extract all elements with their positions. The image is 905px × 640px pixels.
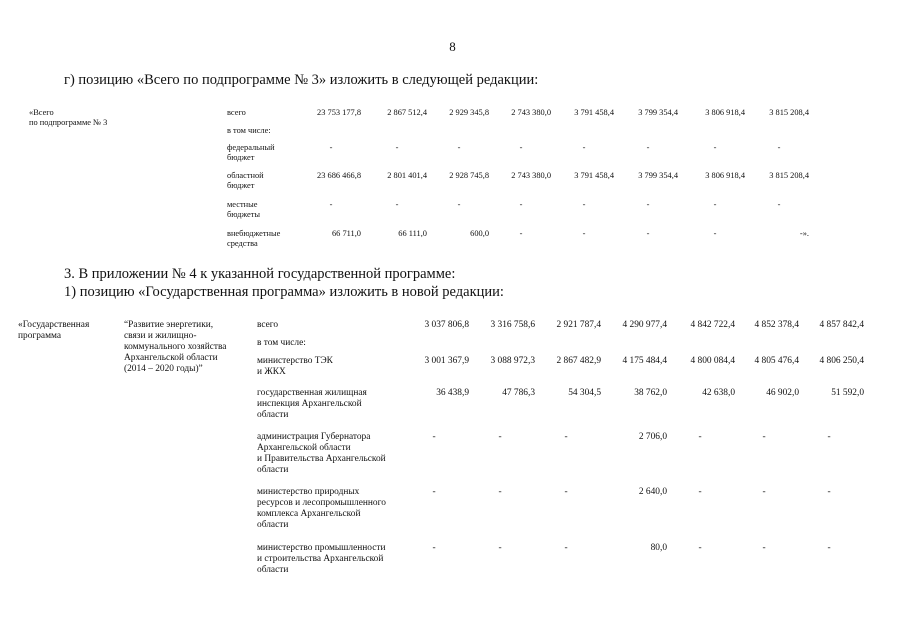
table-1-cell: -: [457, 200, 461, 209]
table-1-row-header: «Всего: [29, 108, 54, 117]
table-1-cell: -: [777, 200, 781, 209]
table-2-row-label: и Правительства Архангельской: [257, 454, 386, 464]
table-2-row-label: государственная жилищная: [257, 388, 367, 398]
table-2-cell: -: [498, 432, 502, 442]
item-1-heading: 1) позицию «Государственная программа» изложить в новой редакции:: [64, 284, 504, 300]
table-1-cell: -: [519, 229, 523, 238]
section-3-heading: 3. В приложении № 4 к указанной государственной программе:: [64, 266, 456, 282]
table-2-cell: -: [698, 487, 702, 497]
table-2-cell: 36 438,9: [436, 388, 469, 398]
table-2-cell: 4 175 484,4: [622, 356, 667, 366]
table-2-cell: 2 867 482,9: [556, 356, 601, 366]
table-1-cell: -: [519, 200, 523, 209]
table-2-row-label: области: [257, 520, 289, 530]
table-1-row-label: средства: [227, 239, 258, 248]
table-1-row-label: в том числе:: [227, 126, 271, 135]
table-1-cell: -: [395, 200, 399, 209]
table-2-cell: -: [432, 543, 436, 553]
program-name: коммунального хозяйства: [124, 342, 227, 352]
table-2-row-label: всего: [257, 320, 279, 330]
table-1-cell: 2 743 380,0: [511, 108, 551, 117]
table-1-cell: -: [777, 143, 781, 152]
table-2-cell: -: [498, 543, 502, 553]
table-2-row-label: и ЖКХ: [257, 367, 286, 377]
table-1-row-label: внебюджетные: [227, 229, 281, 238]
table-2-cell: -: [564, 543, 568, 553]
table-1-cell: -: [646, 143, 650, 152]
table-2-row-label: комплекса Архангельской: [257, 509, 361, 519]
table-1-cell: 66 111,0: [398, 229, 427, 238]
table-2-row-label: инспекция Архангельской: [257, 399, 362, 409]
table-2-cell: 2 640,0: [638, 487, 667, 497]
table-2-cell: 4 805 476,4: [754, 356, 799, 366]
table-1-cell: 3 799 354,4: [638, 108, 678, 117]
table-1-cell: 2 929 345,8: [449, 108, 489, 117]
table-2-cell: 46 902,0: [766, 388, 799, 398]
table-1-cell: 3 799 354,4: [638, 171, 678, 180]
table-1-cell: -: [646, 229, 650, 238]
table-1-cell: -: [582, 229, 586, 238]
table-1-row-label: всего: [227, 108, 246, 117]
table-1-cell: 3 806 918,4: [705, 108, 745, 117]
table-1-cell: -: [519, 143, 523, 152]
table-1-cell: 3 815 208,4: [769, 108, 809, 117]
table-2-cell: 4 852 378,4: [754, 320, 799, 330]
table-2-cell: 4 842 722,4: [690, 320, 735, 330]
table-2-cell: 54 304,5: [568, 388, 601, 398]
table-2-cell: -: [564, 432, 568, 442]
table-2-cell: -: [698, 432, 702, 442]
table-2-cell: 3 001 367,9: [424, 356, 469, 366]
table-2-cell: 2 706,0: [638, 432, 667, 442]
table-1-row-label: бюджет: [227, 181, 255, 190]
table-2-cell: -: [432, 487, 436, 497]
program-name: Архангельской области: [124, 353, 218, 363]
table-1-cell: 2 743 380,0: [511, 171, 551, 180]
program-name: (2014 – 2020 годы)”: [124, 364, 203, 374]
table-2-cell: 2 921 787,4: [556, 320, 601, 330]
table-2-row-label: и строительства Архангельской: [257, 554, 384, 564]
table-1-cell: -: [395, 143, 399, 152]
table-2-row-label: министерство ТЭК: [257, 356, 333, 366]
table-1-cell: -: [713, 143, 717, 152]
table-1-cell: 2 801 401,4: [387, 171, 427, 180]
table-2-cell: 80,0: [650, 543, 667, 553]
program-name: “Развитие энергетики,: [124, 320, 214, 330]
table-2-cell: -: [827, 487, 831, 497]
table-2-cell: 4 290 977,4: [622, 320, 667, 330]
table-1-cell: -: [329, 143, 333, 152]
table-2-cell: 42 638,0: [702, 388, 735, 398]
table-1-cell: -: [713, 229, 717, 238]
table-1-cell: -: [457, 143, 461, 152]
section-g-heading: г) позицию «Всего по подпрограмме № 3» изложить в следующей редакции:: [64, 72, 539, 88]
table-2-cell: -: [762, 543, 766, 553]
table-1-cell: 66 711,0: [331, 229, 361, 238]
table-2-cell: -: [762, 487, 766, 497]
table-2-row-header: «Государственная: [18, 320, 90, 330]
table-2-row-label: области: [257, 565, 289, 575]
table-1-cell: 3 791 458,4: [574, 171, 614, 180]
table-2-row-label: Архангельской области: [257, 443, 351, 453]
table-1-cell: -».: [799, 229, 809, 238]
table-1-cell: 3 815 208,4: [769, 171, 809, 180]
table-2-cell: -: [827, 432, 831, 442]
table-2-row-label: министерство природных: [257, 487, 360, 497]
table-1-cell: 3 806 918,4: [705, 171, 745, 180]
table-2-row-label: области: [257, 465, 289, 475]
table-1-cell: -: [582, 143, 586, 152]
table-2-cell: -: [698, 543, 702, 553]
table-1-row-header: по подпрограмме № 3: [29, 118, 108, 127]
table-1-cell: 2 928 745,8: [449, 171, 489, 180]
table-2-cell: 38 762,0: [634, 388, 667, 398]
table-2-cell: 51 592,0: [831, 388, 864, 398]
program-name: связи и жилищно-: [124, 331, 197, 341]
table-2-cell: -: [498, 487, 502, 497]
page-number: 8: [449, 39, 456, 54]
table-2-cell: -: [762, 432, 766, 442]
table-2-row-label: министерство промышленности: [257, 543, 386, 553]
table-1-cell: 23 686 466,8: [317, 171, 361, 180]
table-2-cell: 3 316 758,6: [490, 320, 535, 330]
table-2-row-label: в том числе:: [257, 338, 306, 348]
table-1-cell: 600,0: [470, 229, 489, 238]
table-1-row-label: федеральный: [227, 143, 275, 152]
table-2-cell: 47 786,3: [502, 388, 535, 398]
table-2-cell: 4 800 084,4: [690, 356, 735, 366]
table-2-row-label: администрация Губернатора: [257, 432, 371, 442]
table-2-row-label: области: [257, 410, 289, 420]
table-2-cell: -: [827, 543, 831, 553]
table-1-cell: -: [582, 200, 586, 209]
table-1-cell: 3 791 458,4: [574, 108, 614, 117]
table-2-cell: 4 806 250,4: [819, 356, 864, 366]
table-1-cell: 23 753 177,8: [317, 108, 361, 117]
table-2-cell: 4 857 842,4: [819, 320, 864, 330]
table-1-row-label: бюджеты: [227, 210, 261, 219]
table-1-cell: -: [713, 200, 717, 209]
table-1-cell: 2 867 512,4: [387, 108, 427, 117]
table-1-cell: -: [646, 200, 650, 209]
table-2-row-label: ресурсов и лесопромышленного: [257, 498, 386, 508]
table-1-cell: -: [329, 200, 333, 209]
table-2-row-header: программа: [18, 331, 62, 341]
table-2-cell: 3 088 972,3: [490, 356, 535, 366]
table-1-row-label: бюджет: [227, 153, 255, 162]
table-2-cell: -: [564, 487, 568, 497]
table-2-cell: 3 037 806,8: [424, 320, 469, 330]
table-2-cell: -: [432, 432, 436, 442]
table-1-row-label: областной: [227, 171, 264, 180]
table-1-row-label: местные: [227, 200, 258, 209]
